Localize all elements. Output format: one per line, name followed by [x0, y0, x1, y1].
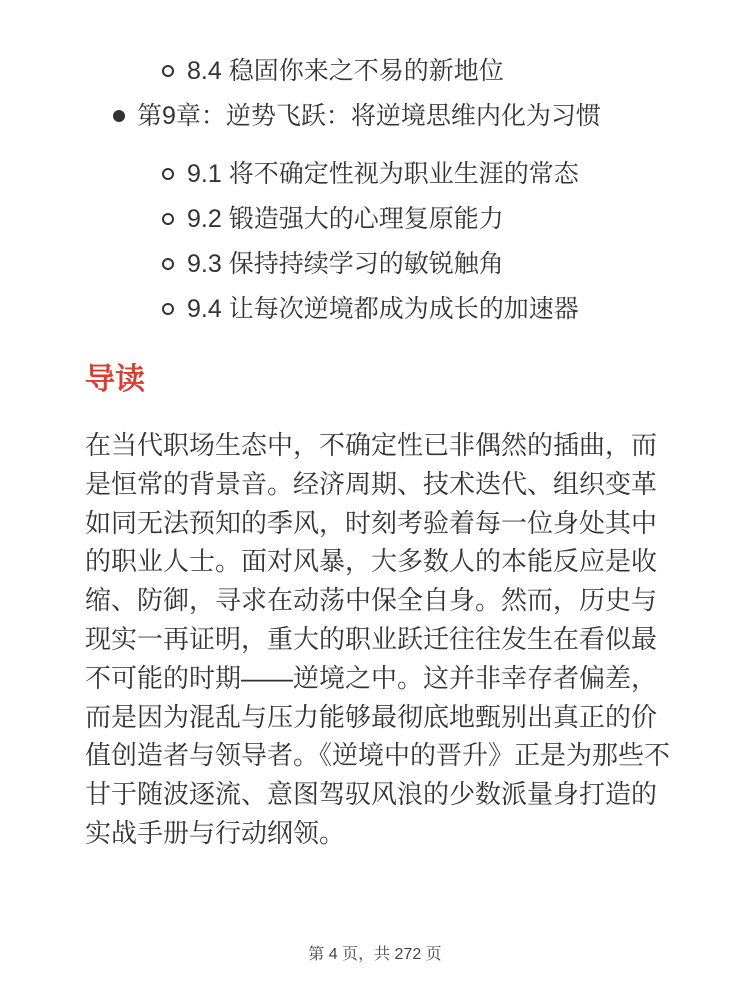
circle-bullet-icon — [162, 168, 174, 180]
toc-item — [162, 206, 750, 232]
toc-chapter-label: 第9章：逆势飞跃：将逆境思维内化为习惯 — [137, 102, 601, 130]
section-heading: 导读 — [85, 363, 145, 396]
toc-item-label: 9.1 将不确定性视为职业生涯的常态 — [187, 160, 579, 188]
circle-bullet-icon — [162, 303, 174, 315]
circle-bullet-icon — [162, 213, 174, 225]
toc-item — [162, 296, 750, 322]
toc-chapter-item — [113, 103, 750, 129]
page-indicator: 第 4 页，共 272 页 — [308, 946, 442, 963]
toc-item-label: 9.2 锻造强大的心理复原能力 — [187, 205, 504, 233]
toc-item — [162, 161, 750, 187]
toc-item — [162, 58, 750, 84]
page-footer — [0, 941, 750, 964]
toc-item — [162, 251, 750, 277]
circle-bullet-icon — [162, 65, 174, 77]
toc-list — [0, 0, 750, 322]
intro-paragraph: 在当代职场生态中，不确定性已非偶然的插曲，而是恒常的背景音。经济周期、技术迭代、组织变革如同无法预知的季风，时刻考验着每一位身处其中的职业人士。面对风暴，大多数人的本能反应是收缩、防御，寻求在动荡中保全自身。然而，历史与现实一再证明，重大的职业跃迁往往发生在看似最不可能的时期——逆境之中。这并非幸存者偏差，而是因为混乱与压力能够最彻底地甄别出真正的价值创造者与领导者。《逆境中的晋升》正是为那些不甘于随波逐流、意图驾驭风浪的少数派量身打造的实战手册与行动纲领。 — [85, 430, 671, 848]
toc-item-label: 8.4 稳固你来之不易的新地位 — [187, 57, 504, 85]
circle-bullet-icon — [162, 258, 174, 270]
toc-item-label: 9.4 让每次逆境都成为成长的加速器 — [187, 295, 579, 323]
disc-bullet-icon — [113, 110, 125, 122]
toc-item-label: 9.3 保持持续学习的敏锐触角 — [187, 250, 504, 278]
